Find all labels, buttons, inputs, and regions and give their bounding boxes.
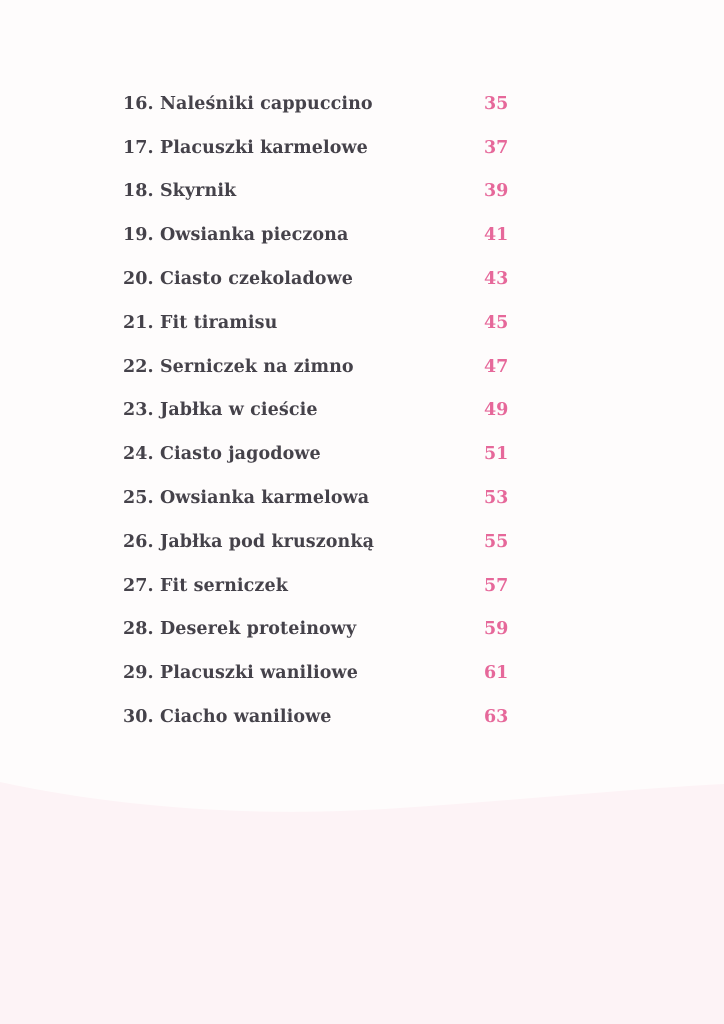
toc-entry	[123, 213, 523, 257]
toc-entry	[123, 564, 523, 608]
toc-entry-title: 20. Ciasto czekoladowe	[123, 269, 353, 290]
toc-entry-page-number: 55	[484, 531, 509, 552]
toc-entry-title: 22. Serniczek na zimno	[123, 356, 354, 377]
toc-entry	[123, 695, 523, 739]
toc-entry	[123, 520, 523, 564]
toc-entry-page-number: 41	[484, 225, 509, 246]
toc-entry-page-number: 57	[484, 575, 509, 596]
toc-entry	[123, 651, 523, 695]
toc-entry-page-number: 47	[484, 356, 509, 377]
toc-entry	[123, 170, 523, 214]
toc-entry	[123, 257, 523, 301]
toc-entry-title: 28. Deserek proteinowy	[123, 619, 357, 640]
wave-shape	[0, 782, 724, 1024]
toc-entry-page-number: 49	[484, 400, 509, 421]
toc-entry-title: 16. Naleśniki cappuccino	[123, 93, 373, 114]
toc-entry	[123, 476, 523, 520]
toc-entry-page-number: 61	[484, 663, 509, 684]
toc-entry-page-number: 53	[484, 488, 509, 509]
toc-entry-title: 26. Jabłka pod kruszonką	[123, 531, 375, 552]
toc-entry-page-number: 37	[484, 137, 509, 158]
toc-entry	[123, 608, 523, 652]
toc-entry-title: 21. Fit tiramisu	[123, 312, 278, 333]
toc-entry-page-number: 59	[484, 619, 509, 640]
toc-entry	[123, 432, 523, 476]
toc-entry-title: 23. Jabłka w cieście	[123, 400, 318, 421]
toc-entry-page-number: 39	[484, 181, 509, 202]
toc-entry-title: 27. Fit serniczek	[123, 575, 288, 596]
toc-entry	[123, 126, 523, 170]
toc-entry	[123, 82, 523, 126]
toc-entry-page-number: 35	[484, 93, 509, 114]
toc-entry-page-number: 51	[484, 444, 509, 465]
toc-entry-title: 25. Owsianka karmelowa	[123, 488, 370, 509]
toc-entry-page-number: 45	[484, 312, 509, 333]
toc-entry-title: 18. Skyrnik	[123, 181, 237, 202]
toc-entry-title: 19. Owsianka pieczona	[123, 225, 349, 246]
table-of-contents	[123, 82, 523, 739]
toc-entry	[123, 345, 523, 389]
toc-entry-title: 24. Ciasto jagodowe	[123, 444, 321, 465]
toc-entry-title: 30. Ciacho waniliowe	[123, 707, 332, 728]
toc-entry	[123, 389, 523, 433]
toc-entry-title: 29. Placuszki waniliowe	[123, 663, 358, 684]
toc-entry-page-number: 43	[484, 269, 509, 290]
toc-entry-title: 17. Placuszki karmelowe	[123, 137, 368, 158]
toc-entry-page-number: 63	[484, 707, 509, 728]
toc-entry	[123, 301, 523, 345]
decorative-bottom-wave	[0, 770, 724, 1024]
